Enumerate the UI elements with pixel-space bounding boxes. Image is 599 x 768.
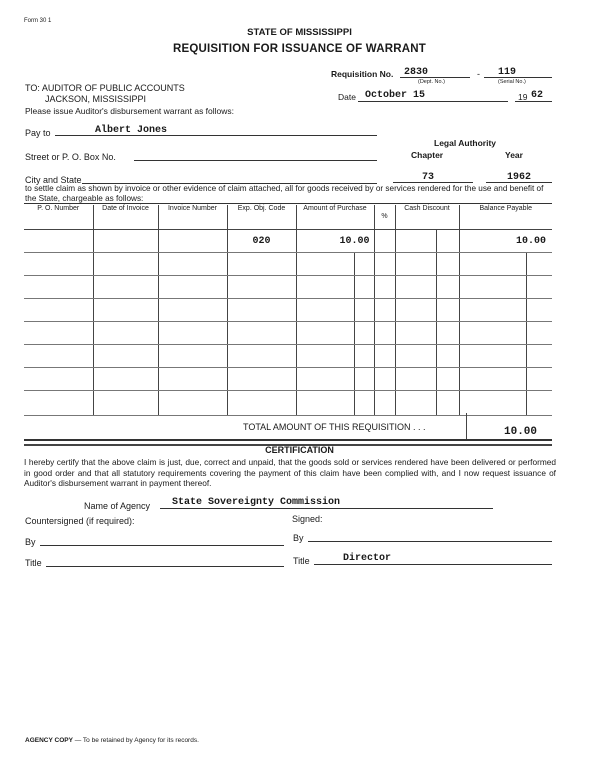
footer-agency-copy: AGENCY COPY (25, 737, 73, 744)
table-row (24, 368, 552, 391)
legal-authority-label: Legal Authority (434, 138, 497, 148)
signed-title-value[interactable]: Director (343, 553, 392, 564)
table-row (24, 276, 552, 299)
table-row (24, 253, 552, 276)
form-title: REQUISITION FOR ISSUANCE OF WARRANT (173, 43, 426, 55)
header-date-of-invoice: Date of Invoice (93, 205, 158, 230)
serial-number-line (484, 77, 552, 78)
dept-number-line (400, 77, 470, 78)
pay-to-value[interactable]: Albert Jones (95, 125, 168, 136)
header-exp-obj-code: Exp. Obj. Code (227, 205, 296, 230)
charge-table (24, 205, 552, 416)
addressee-line2: JACKSON, MISSISSIPPI (45, 94, 147, 104)
date-label: Date (338, 92, 356, 102)
year-label: Year (505, 150, 523, 160)
city-state-label: City and State (25, 175, 82, 185)
signed-title-line (314, 564, 552, 565)
countersign-title-label: Title (25, 558, 42, 568)
agency-name-line (160, 508, 493, 509)
signed-title-label: Title (293, 556, 310, 566)
dept-number-value[interactable]: 2830 (404, 67, 429, 78)
settle-claim-text: to settle claim as shown by invoice or other evidence of claim attached, all for goods received by or services rendered for the use and benefit of the State, chargeable as follows: (25, 184, 544, 203)
instruction-text: Please issue Auditor's disbursement warrant as follows: (25, 106, 235, 116)
header-po-number: P. O. Number (24, 205, 93, 230)
chapter-value[interactable]: 73 (422, 172, 435, 183)
requisition-dash: - (477, 69, 480, 79)
header-invoice-number: Invoice Number (158, 205, 227, 230)
pay-to-label: Pay to (25, 128, 51, 138)
countersigned-label: Countersigned (if required): (25, 516, 135, 526)
requisition-label: Requisition No. (331, 69, 394, 79)
table-row (24, 345, 552, 368)
agency-name-label: Name of Agency (84, 501, 151, 511)
signed-by-line (308, 541, 552, 542)
total-label: TOTAL AMOUNT OF THIS REQUISITION . . . (243, 422, 426, 432)
certification-title: CERTIFICATION (265, 445, 334, 455)
total-rule-1 (24, 439, 552, 441)
dept-caption: (Dept. No.) (418, 79, 445, 85)
year-line (515, 101, 552, 102)
form-id: Form 30 1 (24, 18, 52, 24)
exp-code-value[interactable]: 020 (252, 235, 271, 247)
countersign-by-line (40, 545, 284, 546)
table-row (24, 230, 552, 253)
year-prefix: 19 (518, 92, 528, 102)
date-value[interactable]: October 15 (365, 90, 426, 101)
street-line (134, 160, 377, 161)
amount-value[interactable]: 10.00 (339, 235, 370, 247)
street-label: Street or P. O. Box No. (25, 152, 116, 162)
signed-label: Signed: (292, 514, 323, 524)
pay-to-line (55, 135, 377, 136)
header-amount-of-purchase: Amount of Purchase (296, 205, 374, 230)
year-suffix-value[interactable]: 62 (531, 90, 544, 101)
footer-note (25, 737, 199, 744)
header-cash-discount: Cash Discount (395, 205, 459, 230)
balance-value[interactable]: 10.00 (515, 235, 546, 247)
countersign-title-line (46, 566, 284, 567)
state-heading: STATE OF MISSISSIPPI (247, 27, 352, 38)
legal-year-line (486, 182, 552, 183)
addressee-line1: TO: AUDITOR OF PUBLIC ACCOUNTS (25, 83, 185, 93)
table-row (24, 322, 552, 345)
footer-retain-text: — To be retained by Agency for its records. (72, 737, 199, 744)
header-balance-payable: Balance Payable (459, 205, 552, 230)
agency-name-value[interactable]: State Sovereignty Commission (172, 497, 341, 508)
legal-year-value[interactable]: 1962 (507, 172, 532, 183)
header-percent: % (374, 205, 395, 230)
certification-text: I hereby certify that the above claim is just, due, correct and unpaid, that the goods sold or services rendered have been delivered or performed in good order and that all statutory requirements covering the payment of this claim have been complied with, and I now request issuance of Auditor's disbursement warrant in payment thereof. (24, 457, 556, 488)
table-row (24, 391, 552, 416)
serial-caption: (Serial No.) (498, 79, 526, 85)
serial-number-value[interactable]: 119 (498, 67, 517, 78)
table-top-rule (24, 203, 552, 204)
total-value[interactable]: 10.00 (504, 426, 538, 438)
chapter-label: Chapter (411, 150, 444, 160)
signed-by-label: By (293, 533, 304, 543)
table-row (24, 299, 552, 322)
countersign-by-label: By (25, 537, 36, 547)
chapter-line (393, 182, 473, 183)
date-line (358, 101, 508, 102)
